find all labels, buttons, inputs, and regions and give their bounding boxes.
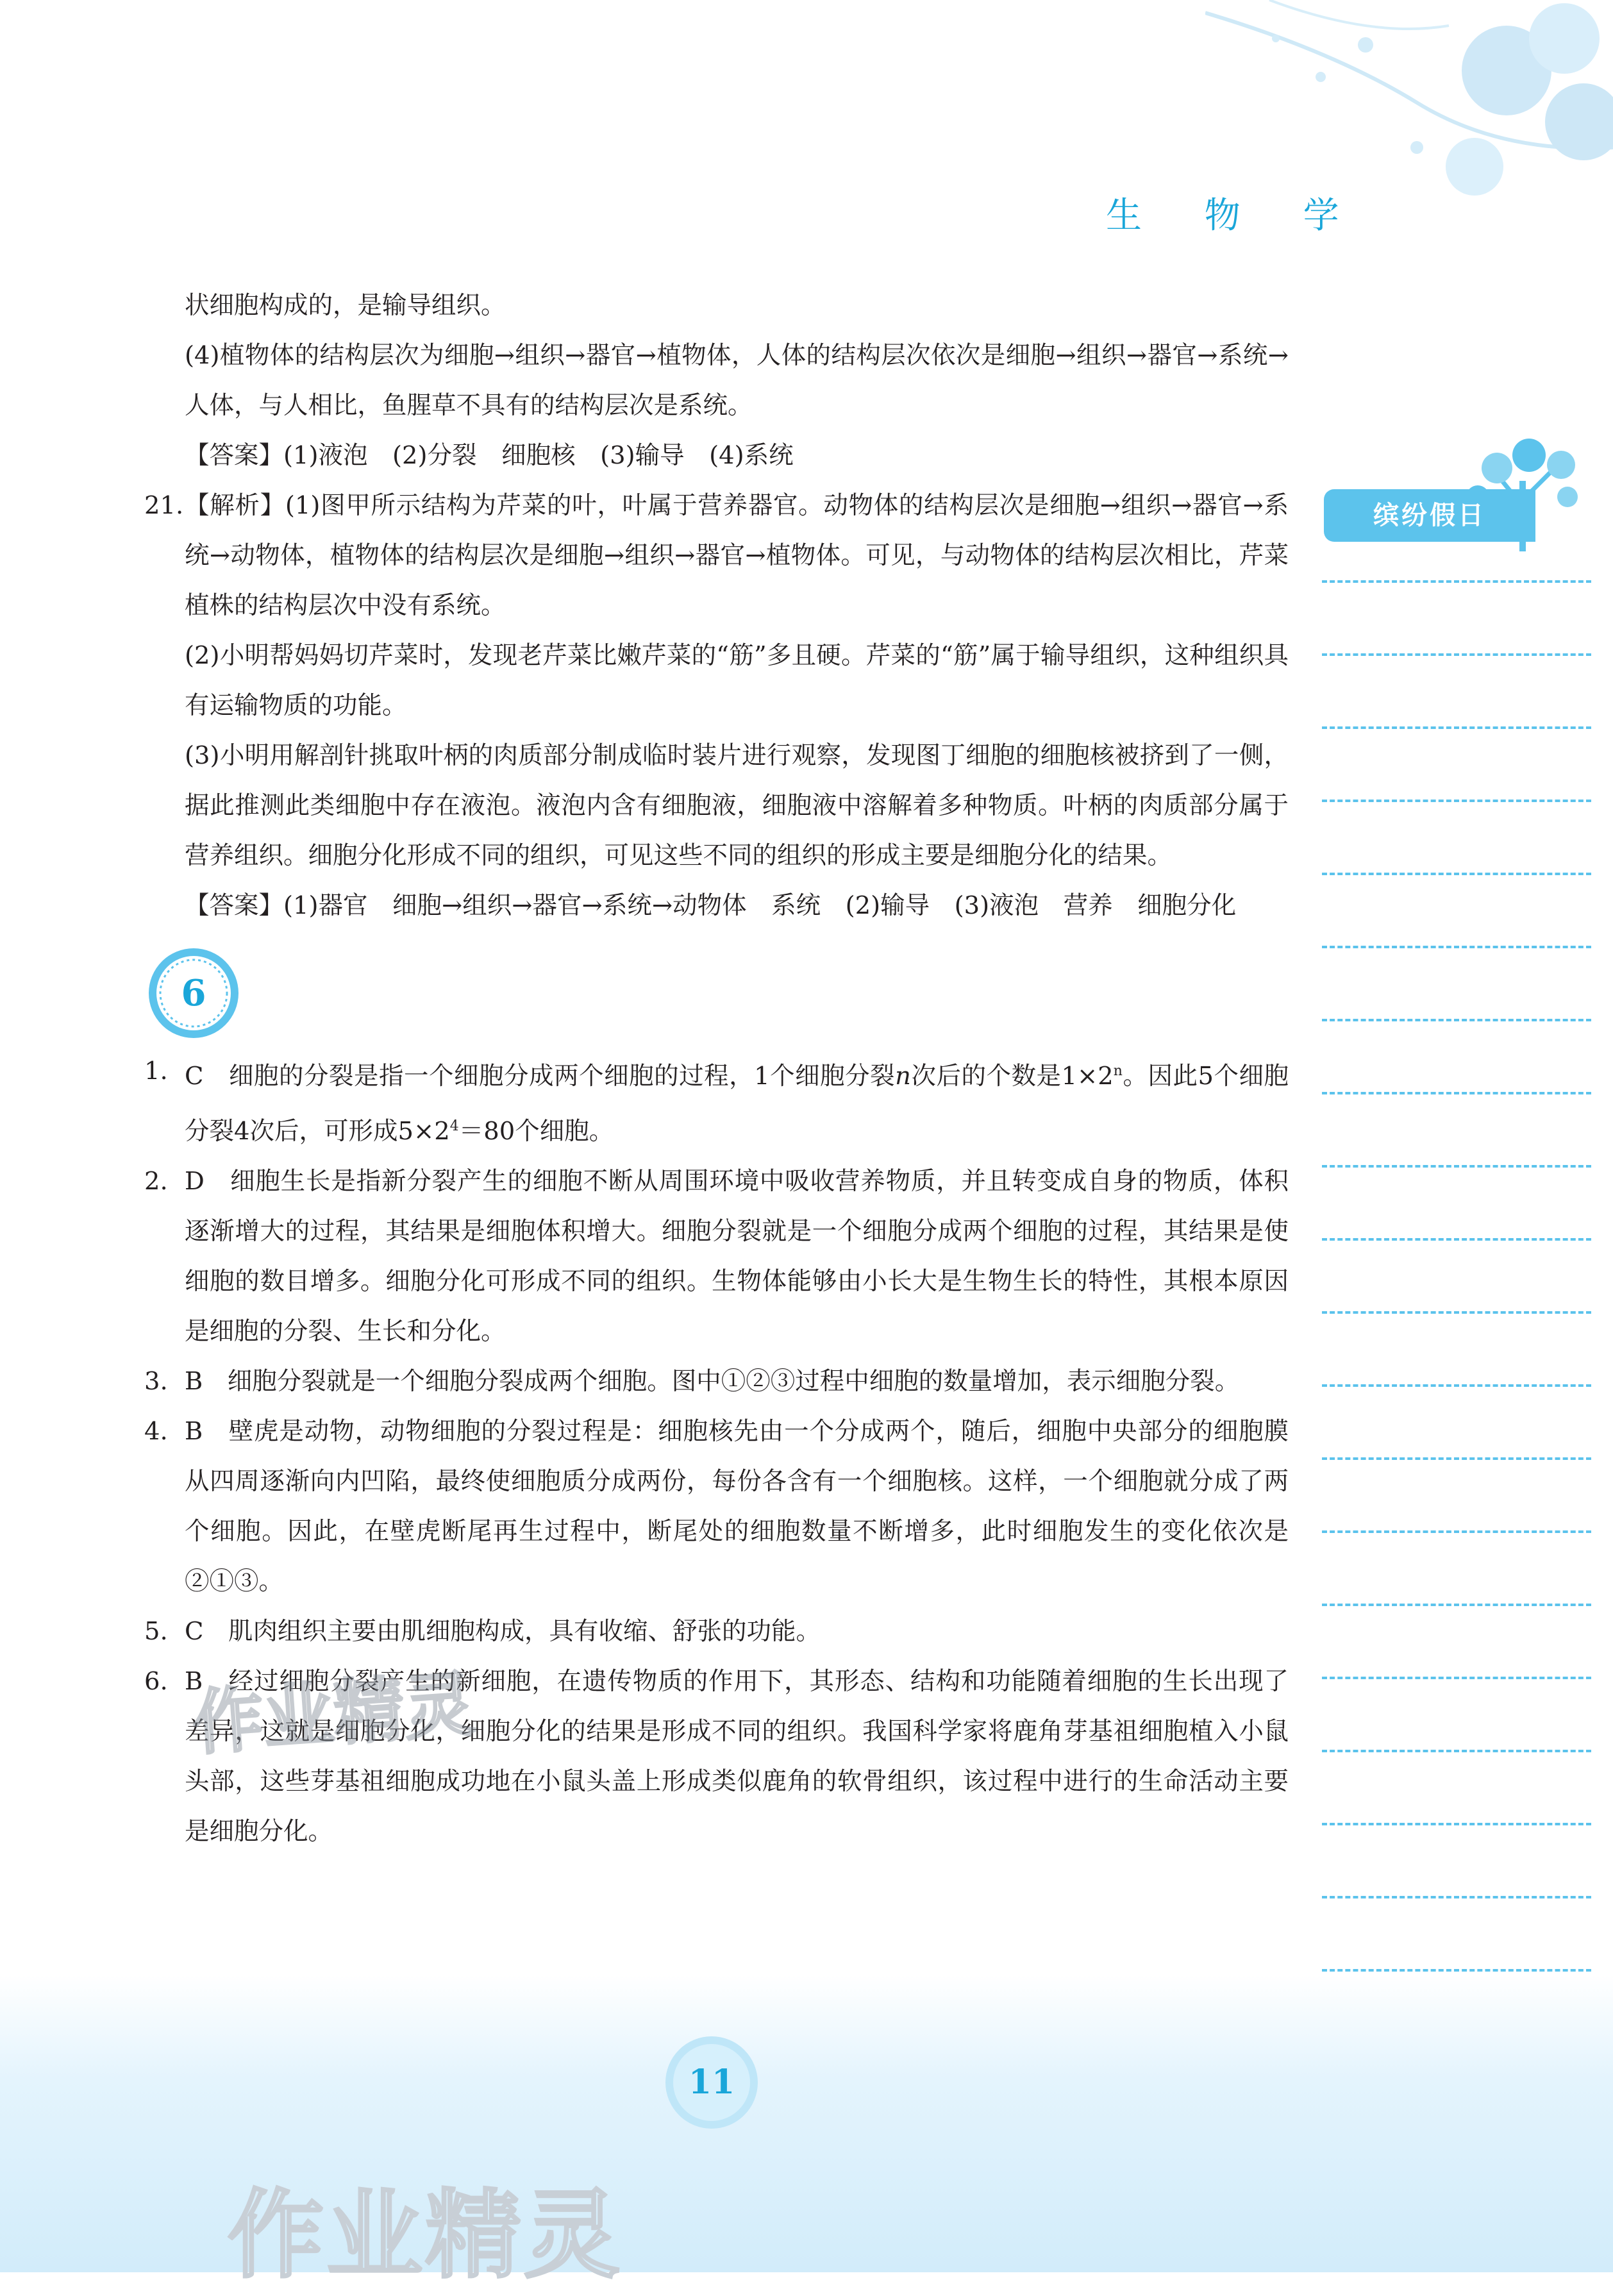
note-line: [1322, 1677, 1591, 1679]
item-number: 4.: [144, 1416, 168, 1446]
paragraph: (3)小明用解剖针挑取叶柄的肉质部分制成临时装片进行观察，发现图丁细胞的细胞核被挤到了一侧，据此推测此类细胞中存在液泡。液泡内含有细胞液，细胞液中溶解着多种物质。叶柄的肉质部分属于营养组织。细胞分化形成不同的组织，可见这些不同的组织的形成主要是细胞分化的结果。: [185, 741, 1289, 870]
item-text: B 细胞分裂就是一个细胞分裂成两个细胞。图中①②③过程中细胞的数量增加，表示细胞分裂。: [185, 1366, 1240, 1396]
note-line: [1322, 1384, 1591, 1387]
note-line: [1322, 946, 1591, 948]
item-number: 2.: [144, 1166, 168, 1196]
note-line: [1322, 1238, 1591, 1241]
note-line: [1322, 1604, 1591, 1606]
answer-line: 【答案】(1)器官 细胞→组织→器官→系统→动物体 系统 (2)输导 (3)液泡 营养 细胞分化: [185, 891, 1237, 920]
exponent: 4: [449, 1118, 459, 1134]
section-badge: [144, 937, 1289, 1046]
note-line: [1322, 1896, 1591, 1898]
list-item: [144, 1607, 1289, 1657]
note-line: [1322, 800, 1591, 802]
note-line: [1322, 1750, 1591, 1752]
paragraph: (2)小明帮妈妈切芹菜时，发现老芹菜比嫩芹菜的“筋”多且硬。芹菜的“筋”属于输导组织，这种组织具有运输物质的功能。: [185, 641, 1289, 720]
variable: n: [895, 1061, 911, 1091]
question-number: 21.: [144, 491, 184, 520]
item-text: 。因此5个细胞分裂4次后，可形成5×2: [185, 1061, 1289, 1146]
note-line: [1322, 1311, 1591, 1314]
item-number: 3.: [144, 1366, 168, 1396]
note-line: [1322, 1969, 1591, 1972]
item-text: C 细胞的分裂是指一个细胞分成两个细胞的过程，1个细胞分裂: [185, 1061, 896, 1091]
note-line: [1322, 653, 1591, 656]
question-21: [144, 481, 1289, 631]
answer-content: [144, 281, 1289, 1857]
sidebar-label: 缤纷假日: [1324, 489, 1535, 542]
page-number-badge: [660, 2031, 763, 2134]
item-text: D 细胞生长是指新分裂产生的细胞不断从周围环境中吸收营养物质，并且转变成自身的物质，体积逐渐增大的过程，其结果是细胞体积增大。细胞分裂就是一个细胞分成两个细胞的过程，其结果是使细胞的数目增多。细胞分化可形成不同的组织。生物体能够由小长大是生物生长的特性，其根本原因是细胞的分裂、生长和分化。: [185, 1166, 1289, 1346]
subject-title: 生 物 学: [1106, 195, 1365, 237]
item-text: ＝80个细胞。: [458, 1116, 614, 1146]
watermark: 作业精灵: [228, 2180, 623, 2292]
note-line: [1322, 1457, 1591, 1460]
paragraph: 状细胞构成的，是输导组织。: [185, 291, 506, 320]
item-text: C 肌肉组织主要由肌细胞构成，具有收缩、舒张的功能。: [185, 1616, 821, 1646]
list-item: [144, 1407, 1289, 1607]
analysis-text: 【解析】(1)图甲所示结构为芹菜的叶，叶属于营养器官。动物体的结构层次是细胞→组织→器官→系统→动物体，植物体的结构层次是细胞→组织→器官→植物体。可见，与动物体的结构层次相比，芹菜植株的结构层次中没有系统。: [185, 491, 1289, 620]
item-text: B 壁虎是动物，动物细胞的分裂过程是：细胞核先由一个分成两个，随后，细胞中央部分的细胞膜从四周逐渐向内凹陷，最终使细胞质分成两份，每份各含有一个细胞核。这样，一个细胞就分成了两个细胞。因此，在壁虎断尾再生过程中，断尾处的细胞数量不断增多，此时细胞发生的变化依次是②①③。: [185, 1416, 1289, 1596]
list-item: [144, 1046, 1289, 1157]
watermark-stamp: 作业精灵: [190, 1663, 478, 1765]
item-text: B 经过细胞分裂产生的新细胞，在遗传物质的作用下，其形态、结构和功能随着细胞的生长出现了差异，这就是细胞分化，细胞分化的结果是形成不同的组织。我国科学家将鹿角芽基祖细胞植入小鼠头部，这些芽基祖细胞成功地在小鼠头盖上形成类似鹿角的软骨组织，该过程中进行的生命活动主要是细胞分化。: [185, 1666, 1289, 1846]
note-line: [1322, 1165, 1591, 1168]
item-number: 1.: [144, 1057, 168, 1085]
note-line: [1322, 1019, 1591, 1021]
note-line: [1322, 1092, 1591, 1094]
note-line: [1322, 580, 1591, 583]
list-item: [144, 1357, 1289, 1407]
item-text: 次后的个数是1×2: [910, 1061, 1114, 1091]
note-line: [1322, 726, 1591, 729]
note-line: [1322, 873, 1591, 875]
notes-sidebar: [1314, 0, 1613, 1988]
item-number: 5.: [144, 1616, 168, 1646]
answer-line: 【答案】(1)液泡 (2)分裂 细胞核 (3)输导 (4)系统: [185, 441, 794, 470]
page-number: 11: [688, 2063, 735, 2102]
paragraph: (4)植物体的结构层次为细胞→组织→器官→植物体，人体的结构层次依次是细胞→组织→器官→系统→人体，与人相比，鱼腥草不具有的结构层次是系统。: [185, 341, 1289, 420]
item-number: 6.: [144, 1666, 168, 1696]
note-line: [1322, 1823, 1591, 1825]
note-line: [1322, 1530, 1591, 1533]
exponent: n: [1113, 1063, 1123, 1079]
list-item: [144, 1157, 1289, 1357]
section-number: 6: [181, 972, 206, 1014]
